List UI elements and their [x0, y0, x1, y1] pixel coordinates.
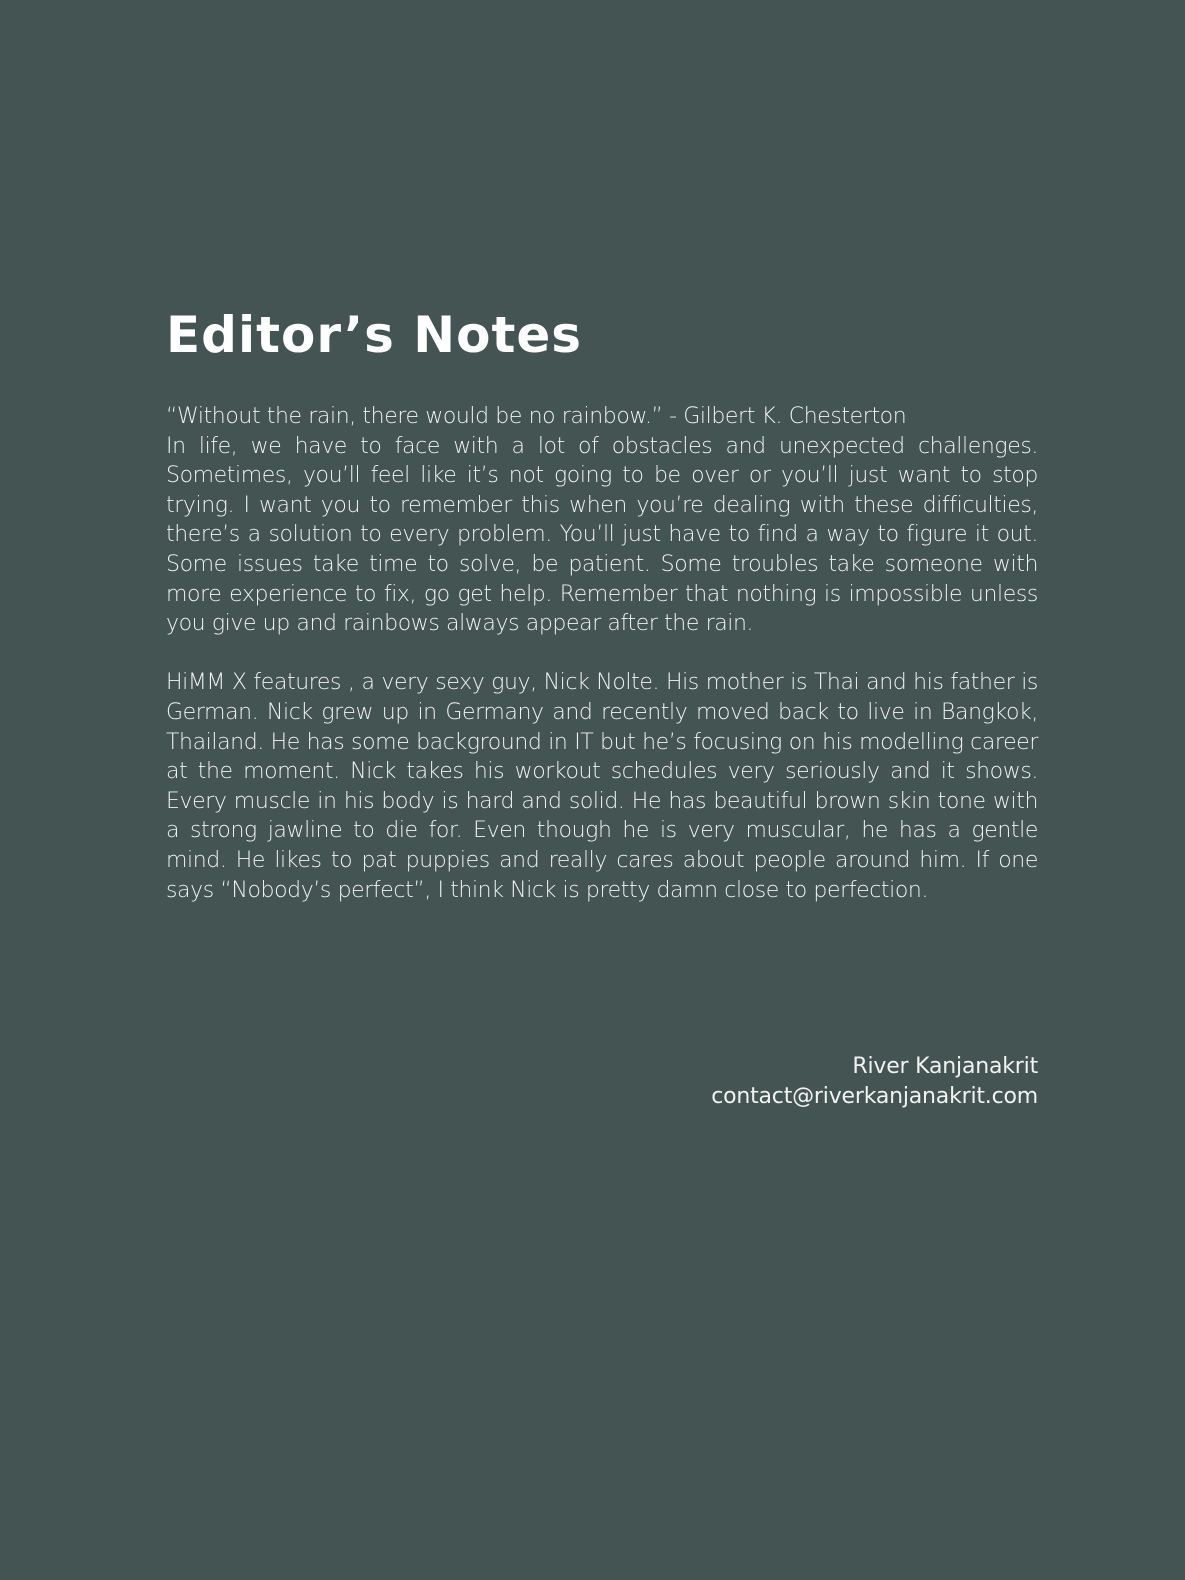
author-name: River Kanjanakrit: [852, 1054, 1038, 1079]
intro-paragraph: [166, 402, 1038, 639]
life-paragraph-text: In life, we have to face with a lot of obstacles and unexpected challenges. Sometimes, you’ll feel like it’s not going to be over or you’ll just want to stop trying. I want you to remember this when you’re dealing with these difficulties, there’s a solution to every problem. You’ll just have to find a way to figure it out. Some issues take time to solve, be patient. Some troubles take someone with more experience to fix, go get help. Remember that nothing is impossible unless you give up and rainbows always appear after the rain.: [166, 433, 1038, 637]
author-email: contact@riverkanjanakrit.com: [711, 1083, 1038, 1109]
feature-paragraph: HiMM X features , a very sexy guy, Nick Nolte. His mother is Thai and his father is German. Nick grew up in Germany and recently moved back to live in Bangkok, Thailand. He has some background in IT but he’s focusing on his modelling career at the moment. Nick takes his workout schedules very seriously and it shows. Every muscle in his body is hard and solid. He has beautiful brown skin tone with a strong jawline to die for. Even though he is very muscular, he has a gentle mind. He likes to pat puppies and really cares about people around him. If one says “Nobody’s perfect”, I think Nick is pretty damn close to perfection.: [166, 670, 1038, 903]
notes-body: [166, 402, 1038, 905]
opening-quote: “Without the rain, there would be no rainbow.” - Gilbert K. Chesterton: [166, 404, 907, 429]
editors-notes-section: [166, 300, 1038, 905]
page-title: Editor’s Notes: [166, 306, 583, 364]
signature-block: [711, 1052, 1038, 1111]
